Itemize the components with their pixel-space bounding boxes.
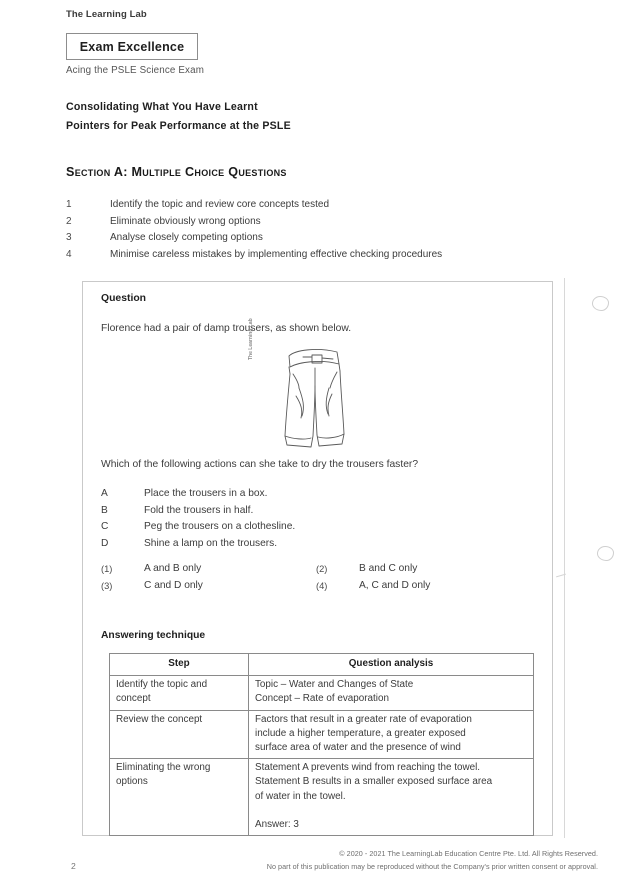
choice-number: (1) bbox=[101, 564, 113, 574]
cell-step: Eliminating the wrong options bbox=[110, 759, 249, 836]
option-letter: B bbox=[101, 504, 108, 516]
step-text: Minimise careless mistakes by implementing effective checking procedures bbox=[110, 248, 443, 260]
option-text: Shine a lamp on the trousers. bbox=[144, 537, 278, 549]
illustration-watermark: The Learning Lab bbox=[248, 318, 254, 360]
copyright-line-1: © 2020 - 2021 The LearningLab Education Centre Pte. Ltd. All Rights Reserved. bbox=[339, 849, 598, 858]
analysis-line: Topic – Water and Changes of State bbox=[255, 679, 414, 691]
lead-heading-primary: Consolidating What You Have Learnt bbox=[66, 101, 258, 113]
brand-name: The Learning Lab bbox=[66, 9, 147, 20]
step-number: 1 bbox=[66, 199, 72, 210]
table-row bbox=[110, 710, 534, 759]
list-item bbox=[101, 505, 521, 522]
choice-text: B and C only bbox=[359, 563, 418, 574]
answer-choice bbox=[316, 563, 531, 574]
analysis-line: Statement A prevents wind from reaching the towel. bbox=[255, 762, 481, 774]
list-item bbox=[101, 521, 521, 538]
table-row bbox=[110, 676, 534, 710]
option-text: Fold the trousers in half. bbox=[144, 504, 254, 516]
technique-title: Answering technique bbox=[101, 630, 206, 641]
cell-step: Identify the topic and concept bbox=[110, 676, 249, 710]
analysis-line: Statement B results in a smaller exposed surface area bbox=[255, 776, 493, 788]
analysis-line: surface area of water and the presence of wind bbox=[255, 742, 461, 754]
choice-number: (2) bbox=[316, 564, 328, 574]
answer-line: Answer: 3 bbox=[255, 818, 299, 830]
punch-hole-icon bbox=[597, 546, 614, 561]
column-header-analysis: Question analysis bbox=[249, 654, 534, 676]
answer-choice-grid bbox=[101, 563, 531, 597]
trousers-illustration bbox=[248, 318, 375, 459]
section-heading: Section A: Multiple Choice Questions bbox=[66, 165, 287, 179]
choice-row bbox=[101, 580, 531, 597]
option-letter: C bbox=[101, 521, 109, 532]
lead-heading-secondary: Pointers for Peak Performance at the PSLE bbox=[66, 120, 291, 132]
choice-number: (3) bbox=[101, 581, 113, 591]
cell-analysis bbox=[249, 759, 534, 836]
option-text: Place the trousers in a box. bbox=[144, 488, 268, 499]
step-number: 2 bbox=[66, 215, 72, 227]
cell-analysis bbox=[249, 676, 534, 710]
table-row bbox=[110, 759, 534, 836]
section-steps-list bbox=[66, 199, 546, 265]
cell-analysis bbox=[249, 710, 534, 759]
list-item bbox=[66, 199, 546, 216]
analysis-line: of water in the towel. bbox=[255, 790, 346, 802]
option-letter: A bbox=[101, 488, 108, 499]
analysis-line: include a higher temperature, a greater exposed bbox=[255, 727, 466, 739]
subtitle: Acing the PSLE Science Exam bbox=[66, 65, 205, 76]
column-header-step: Step bbox=[110, 654, 249, 676]
step-text: Analyse closely competing options bbox=[110, 232, 263, 243]
choice-text: A, C and D only bbox=[359, 580, 431, 591]
answer-choice bbox=[316, 580, 531, 591]
choice-number: (4) bbox=[316, 581, 328, 591]
analysis-line: Factors that result in a greater rate of evaporation bbox=[255, 713, 472, 725]
answer-choice bbox=[101, 563, 316, 574]
list-item bbox=[66, 249, 546, 266]
choice-row bbox=[101, 563, 531, 580]
option-text: Peg the trousers on a clothesline. bbox=[144, 521, 296, 532]
choice-text: C and D only bbox=[144, 580, 203, 591]
page-edge-line bbox=[564, 278, 565, 838]
list-item bbox=[66, 232, 546, 249]
copyright-line-2: No part of this publication may be reproduced without the Company's prior written consent or approval. bbox=[266, 862, 598, 871]
punch-hole-icon bbox=[592, 296, 609, 311]
technique-table bbox=[109, 653, 534, 836]
analysis-line: Concept – Rate of evaporation bbox=[255, 693, 389, 705]
list-item bbox=[101, 488, 521, 505]
option-letter: D bbox=[101, 537, 109, 549]
title-box bbox=[66, 33, 198, 60]
list-item bbox=[66, 216, 546, 233]
step-number: 3 bbox=[66, 232, 72, 243]
question-stem: Florence had a pair of damp trousers, as shown below. bbox=[101, 323, 352, 334]
question-prompt: Which of the following actions can she take to dry the trousers faster? bbox=[101, 459, 419, 470]
question-card-label: Question bbox=[101, 293, 147, 304]
table-header-row bbox=[110, 654, 534, 676]
step-text: Identify the topic and review core concepts tested bbox=[110, 199, 330, 210]
title-box-label: Exam Excellence bbox=[79, 39, 185, 54]
choice-text: A and B only bbox=[144, 563, 202, 574]
option-list bbox=[101, 488, 521, 554]
cell-spacer bbox=[255, 804, 527, 818]
page-number: 2 bbox=[71, 861, 76, 871]
step-number: 4 bbox=[66, 248, 72, 260]
answer-choice bbox=[101, 580, 316, 591]
question-card bbox=[82, 281, 553, 836]
step-text: Eliminate obviously wrong options bbox=[110, 215, 261, 227]
cell-step: Review the concept bbox=[110, 710, 249, 759]
list-item bbox=[101, 538, 521, 555]
